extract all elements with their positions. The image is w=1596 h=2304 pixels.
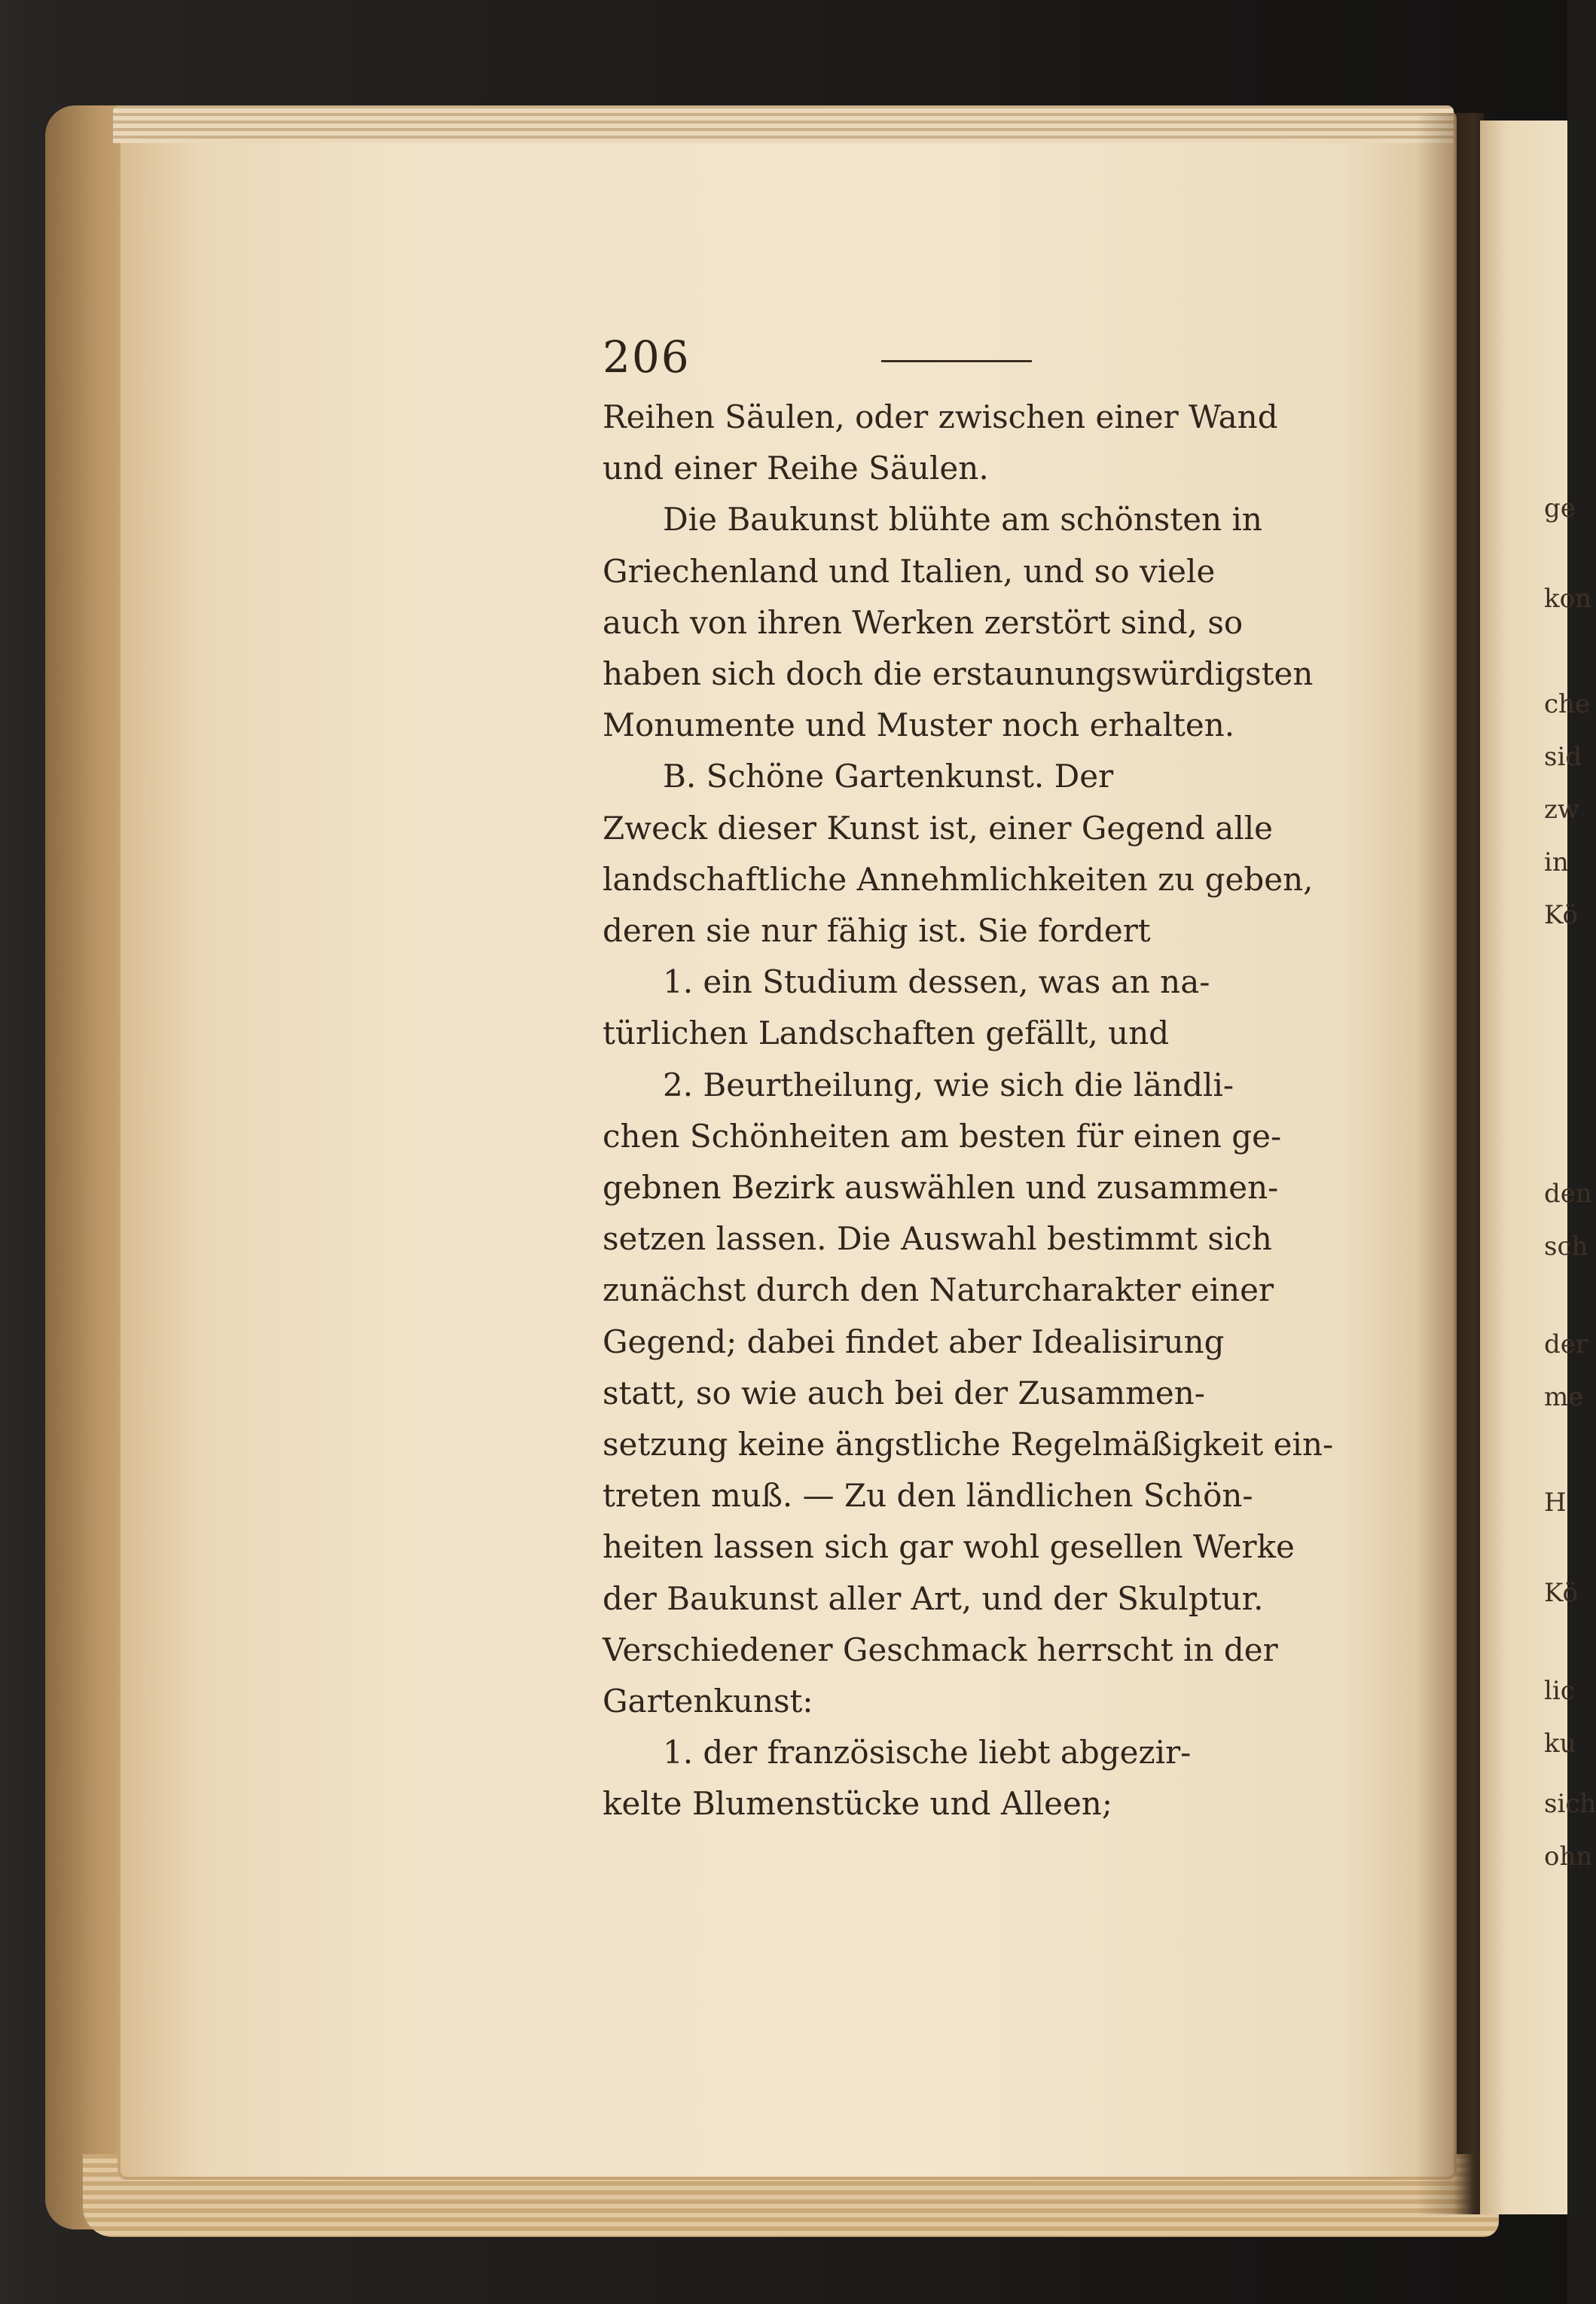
next-page-fragment: zw [1544,795,1580,825]
text-line: Zweck dieser Kunst ist, einer Gegend alle [603,809,1274,847]
page-number: 206 [603,331,691,383]
spine-gutter [1416,113,1484,2214]
page-header [603,331,1356,392]
next-page-fragment: ge [1544,493,1576,523]
text-line: treten muß. — Zu den ländlichen Schön- [603,1477,1253,1515]
page-text-block [603,331,1356,1830]
text-line: landschaftliche Annehmlichkeiten zu geben, [603,860,1314,898]
next-page-fragment: ku [1544,1729,1576,1759]
next-page-fragment: sid [1544,742,1582,772]
text-line: Gartenkunst: [603,1683,813,1720]
text-line: der Baukunst aller Art, und der Skulptur. [603,1579,1264,1617]
text-line: heiten lassen sich gar wohl gesellen Werke [603,1528,1295,1566]
text-line: türlichen Landschaften gefällt, und [603,1015,1170,1052]
text-line: setzen lassen. Die Auswahl bestimmt sich [603,1220,1272,1258]
list-item-line: 2. Beurtheilung, wie sich die ländli- [663,1066,1234,1103]
text-line: Griechenland und Italien, und so viele [603,552,1216,590]
text-line: deren sie nur fähig ist. Sie fordert [603,912,1151,950]
next-page-fragment: Kö [1544,1578,1578,1608]
text-line: Reihen Säulen, oder zwischen einer Wand [603,398,1278,435]
next-page-fragment: den [1544,1179,1592,1209]
paragraph-start-line: Die Baukunst blühte am schönsten in [663,501,1262,539]
list-item-line: 1. der französische liebt abgezir- [663,1734,1192,1771]
list-item-line: 1. ein Studium dessen, was an na- [663,963,1210,1001]
text-line: statt, so wie auch bei der Zusammen- [603,1374,1205,1411]
text-line: gebnen Bezirk auswählen und zusammen- [603,1169,1279,1207]
next-page-fragment: ohn [1544,1842,1593,1872]
next-page-fragment: lic [1544,1676,1575,1706]
text-line: haben sich doch die erstaunungswürdigsten [603,655,1314,693]
text-line: Monumente und Muster noch erhalten. [603,706,1235,744]
next-page-fragment: sich [1544,1789,1596,1819]
next-page-fragment: Kö [1544,900,1578,930]
header-rule [881,360,1032,362]
next-page-fragment: H [1544,1488,1567,1518]
text-line: setzung keine ängstliche Regelmäßigkeit ein- [603,1426,1334,1463]
text-line: kelte Blumenstücke und Alleen; [603,1785,1113,1823]
section-heading-line: B. Schöne Gartenkunst. Der [663,758,1114,795]
next-page-fragment: in [1544,847,1569,877]
page-top-edges [113,105,1454,143]
next-page-fragment: der [1544,1329,1588,1360]
text-line: zunächst durch den Naturcharakter einer [603,1271,1274,1309]
next-page-fragment: kon [1544,584,1591,614]
next-page-fragment: sch [1544,1231,1588,1262]
text-line: chen Schönheiten am besten für einen ge- [603,1117,1282,1155]
text-line: Verschiedener Geschmack herrscht in der [603,1631,1278,1668]
text-line: Gegend; dabei findet aber Idealisirung [603,1323,1225,1360]
text-line: auch von ihren Werken zerstört sind, so [603,603,1244,641]
text-line: und einer Reihe Säulen. [603,450,989,487]
next-page-fragment: che [1544,689,1591,719]
next-page-fragment: me [1544,1382,1584,1412]
